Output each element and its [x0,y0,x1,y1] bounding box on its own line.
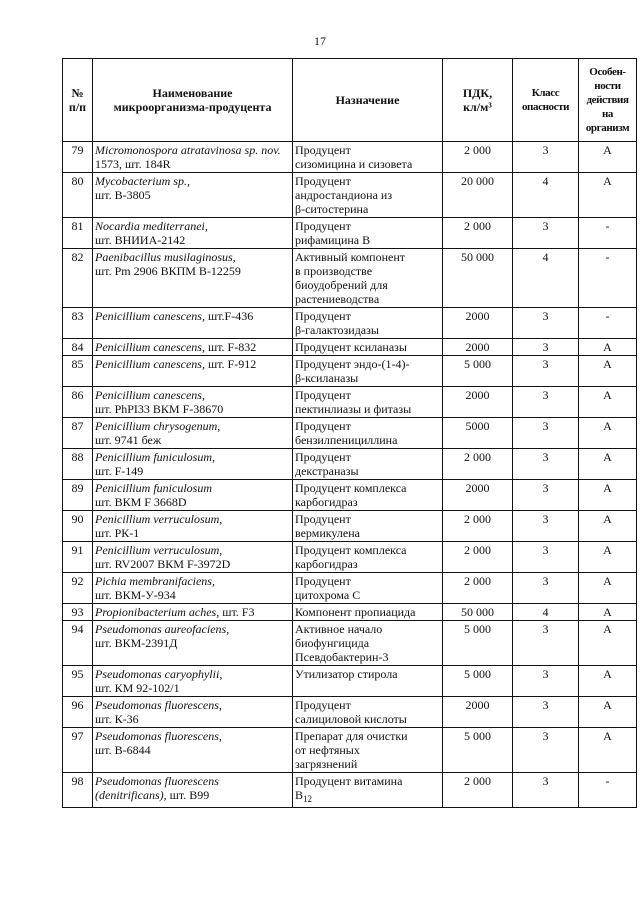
microorganism-name [93,142,293,173]
purpose-line: Продуцент [295,143,351,157]
feature-value: А [579,542,637,573]
strain-label: шт. К-36 [95,712,139,726]
purpose-line: Продуцент [295,174,351,188]
purpose-line: Продуцент [295,512,351,526]
pdk-value: 2 000 [443,573,513,604]
row-number: 84 [63,339,93,356]
microorganism-name [93,418,293,449]
purpose-cell [293,356,443,387]
purpose-line: β-ксиланазы [295,371,359,385]
danger-class-value: 3 [513,511,579,542]
purpose-line: Активное начало [295,622,383,636]
purpose-line: Препарат для очистки [295,729,408,743]
strain-label: шт. В99 [166,788,210,802]
row-number: 90 [63,511,93,542]
header-pdk: ПДК, кл/м³ [443,59,513,142]
strain-label: 1573, шт. 184R [95,157,171,171]
table-row [63,142,637,173]
row-number: 85 [63,356,93,387]
strain-label: шт. ВКМ-У-934 [95,588,176,602]
latin-name: Propionibacterium aches, [95,605,220,619]
latin-name: Penicillium funiculosum, [95,450,215,464]
feature-value: А [579,728,637,773]
table-row [63,418,637,449]
purpose-cell [293,339,443,356]
row-number: 87 [63,418,93,449]
purpose-line: Активный компонент [295,250,405,264]
latin-name: Pseudomonas fluorescens, [95,729,222,743]
feature-value: А [579,173,637,218]
purpose-cell [293,218,443,249]
pdk-value: 5000 [443,418,513,449]
row-number: 93 [63,604,93,621]
purpose-line: растениеводства [295,292,380,306]
latin-name: Penicillium verruculosum, [95,543,223,557]
table-row [63,449,637,480]
purpose-line: загрязнений [295,757,358,771]
latin-name: Pseudomonas aureofaciens, [95,622,230,636]
feature-value: А [579,697,637,728]
danger-class-value: 3 [513,218,579,249]
danger-class-value: 3 [513,728,579,773]
table-row [63,773,637,808]
strain-label: шт. ВКМ F 3668D [95,495,187,509]
pdk-value: 5 000 [443,621,513,666]
latin-name: Pseudomonas fluorescens [95,774,219,788]
table-row [63,356,637,387]
feature-value: - [579,308,637,339]
pdk-value: 5 000 [443,356,513,387]
microorganism-name [93,356,293,387]
microorganism-name [93,511,293,542]
purpose-cell [293,480,443,511]
pdk-value: 2000 [443,697,513,728]
purpose-cell [293,173,443,218]
pdk-value: 2 000 [443,542,513,573]
danger-class-value: 3 [513,387,579,418]
microorganism-name [93,666,293,697]
pdk-value: 2 000 [443,218,513,249]
purpose-line: карбогидраз [295,557,358,571]
table-row [63,573,637,604]
feature-value: А [579,621,637,666]
latin-name: Penicillium verruculosum, [95,512,223,526]
latin-name: Pichia membranifaciens, [95,574,215,588]
table-row [63,511,637,542]
strain-label: шт. F-912 [204,357,257,371]
danger-class-value: 4 [513,249,579,308]
table-row [63,249,637,308]
row-number: 94 [63,621,93,666]
microorganism-name [93,621,293,666]
purpose-line: андростандиона из [295,188,393,202]
table-row [63,308,637,339]
purpose-line: Компонент пропиацида [295,605,416,619]
latin-name: Penicillium chrysogenum, [95,419,221,433]
feature-value: - [579,218,637,249]
danger-class-value: 3 [513,666,579,697]
feature-value: А [579,480,637,511]
strain-label: шт. F-832 [204,340,257,354]
purpose-line: Псевдобактерин-3 [295,650,389,664]
strain-label: шт. ВКМ-2391Д [95,636,178,650]
danger-class-value: 3 [513,449,579,480]
danger-class-value: 3 [513,339,579,356]
purpose-line: карбогидраз [295,495,358,509]
latin-name: Penicillium canescens, [95,357,205,371]
row-number: 82 [63,249,93,308]
header-purpose: Назначение [293,59,443,142]
feature-value: А [579,418,637,449]
microorganism-table [62,58,637,808]
pdk-value: 50 000 [443,604,513,621]
strain-label: шт. РК-1 [95,526,140,540]
purpose-line: Продуцент [295,219,351,233]
latin-name: Nocardia mediterranei, [95,219,208,233]
danger-class-value: 3 [513,142,579,173]
header-features: Особен- ности действия на организм [579,59,637,142]
row-number: 92 [63,573,93,604]
strain-label: шт. F3 [219,605,255,619]
table-row [63,666,637,697]
page-number: 17 [314,34,326,48]
purpose-line: биоудобрений для [295,278,388,292]
feature-value: А [579,449,637,480]
purpose-line: Продуцент эндо-(1-4)- [295,357,410,371]
feature-value: А [579,356,637,387]
latin-name: Penicillium canescens, [95,309,205,323]
strain-label: шт.F-436 [204,309,254,323]
strain-label: (denitrificans), [95,788,167,802]
purpose-cell [293,666,443,697]
microorganism-name [93,542,293,573]
strain-label: шт. КМ 92-102/1 [95,681,180,695]
header-num: № п/п [63,59,93,142]
table-row [63,621,637,666]
purpose-line: Продуцент [295,698,351,712]
purpose-cell [293,573,443,604]
purpose-cell [293,542,443,573]
pdk-value: 5 000 [443,728,513,773]
purpose-line: Продуцент [295,450,351,464]
row-number: 96 [63,697,93,728]
microorganism-name [93,387,293,418]
pdk-value: 2000 [443,480,513,511]
microorganism-name [93,308,293,339]
table-header-row [63,59,637,142]
strain-label: шт. 9741 беж [95,433,162,447]
microorganism-name [93,449,293,480]
purpose-cell [293,418,443,449]
latin-name: Mycobacterium sp., [95,174,190,188]
pdk-value: 2000 [443,387,513,418]
purpose-line: в производстве [295,264,373,278]
header-name: Наименование микроорганизма-продуцента [93,59,293,142]
feature-value: А [579,511,637,542]
microorganism-name [93,339,293,356]
header-danger-class: Класс опасности [513,59,579,142]
purpose-line: Продуцент комплекса [295,481,407,495]
row-number: 79 [63,142,93,173]
purpose-cell [293,249,443,308]
latin-name: Penicillium canescens, [95,388,205,402]
row-number: 86 [63,387,93,418]
table-body [63,142,637,808]
table-row [63,480,637,511]
strain-label: шт. В-6844 [95,743,151,757]
danger-class-value: 3 [513,356,579,387]
danger-class-value: 3 [513,418,579,449]
latin-name: Micromonospora atratavinosa sp. nov. [95,143,281,157]
purpose-line: Продуцент комплекса [295,543,407,557]
purpose-line: пектинлиазы и фитазы [295,402,412,416]
purpose-line: Продуцент [295,574,351,588]
feature-value: - [579,249,637,308]
purpose-line: рифамицина В [295,233,371,247]
microorganism-name [93,728,293,773]
row-number: 98 [63,773,93,808]
purpose-cell [293,387,443,418]
microorganism-name [93,773,293,808]
table-row [63,173,637,218]
danger-class-value: 3 [513,480,579,511]
latin-name: Penicillium canescens, [95,340,205,354]
row-number: 97 [63,728,93,773]
strain-label: шт. PhPI33 ВКМ F-38670 [95,402,224,416]
latin-name: Paenibacillus musilaginosus, [95,250,236,264]
pdk-value: 5 000 [443,666,513,697]
purpose-line: декстраназы [295,464,359,478]
danger-class-value: 3 [513,773,579,808]
row-number: 81 [63,218,93,249]
danger-class-value: 4 [513,604,579,621]
purpose-line: β-ситостерина [295,202,369,216]
purpose-cell [293,511,443,542]
pdk-value: 2 000 [443,449,513,480]
table-row [63,387,637,418]
purpose-line: бензилпенициллина [295,433,398,447]
purpose-line: β-галактозидазы [295,323,379,337]
row-number: 88 [63,449,93,480]
row-number: 89 [63,480,93,511]
purpose-line: от нефтяных [295,743,360,757]
microorganism-name [93,697,293,728]
microorganism-name [93,218,293,249]
feature-value: А [579,142,637,173]
row-number: 80 [63,173,93,218]
purpose-cell [293,308,443,339]
danger-class-value: 3 [513,573,579,604]
danger-class-value: 3 [513,542,579,573]
purpose-cell [293,697,443,728]
table-row [63,604,637,621]
purpose-line: Продуцент [295,309,351,323]
purpose-line: цитохрома С [295,588,361,602]
microorganism-name [93,480,293,511]
danger-class-value: 3 [513,697,579,728]
microorganism-name [93,173,293,218]
strain-label: шт. Pm 2906 ВКПМ В-12259 [95,264,241,278]
purpose-line: биофунгицида [295,636,370,650]
strain-label: шт. RV2007 ВКМ F-3972D [95,557,231,571]
purpose-cell [293,773,443,808]
danger-class-value: 4 [513,173,579,218]
purpose-line: Продуцент витамина [295,774,403,788]
purpose-line: Продуцент [295,388,351,402]
pdk-value: 2000 [443,339,513,356]
table-row [63,697,637,728]
latin-name: Pseudomonas caryophylii, [95,667,223,681]
purpose-cell [293,449,443,480]
feature-value: А [579,666,637,697]
purpose-line: $В_{12}$ [295,788,313,804]
feature-value: А [579,604,637,621]
microorganism-name [93,573,293,604]
feature-value: - [579,773,637,808]
danger-class-value: 3 [513,308,579,339]
purpose-line: Продуцент [295,419,351,433]
purpose-line: Утилизатор стирола [295,667,398,681]
row-number: 83 [63,308,93,339]
strain-label: шт. F-149 [95,464,144,478]
latin-name: Pseudomonas fluorescens, [95,698,222,712]
pdk-value: 2 000 [443,773,513,808]
feature-value: А [579,339,637,356]
feature-value: А [579,573,637,604]
danger-class-value: 3 [513,621,579,666]
row-number: 95 [63,666,93,697]
purpose-line: салициловой кислоты [295,712,407,726]
table-row [63,542,637,573]
pdk-value: 50 000 [443,249,513,308]
microorganism-name [93,604,293,621]
purpose-cell [293,728,443,773]
purpose-line: сизомицина и сизовета [295,157,413,171]
pdk-value: 2000 [443,308,513,339]
purpose-cell [293,142,443,173]
microorganism-name [93,249,293,308]
strain-label: шт. ВНИИА-2142 [95,233,186,247]
row-number: 91 [63,542,93,573]
table-row [63,728,637,773]
latin-name: Penicillium funiculosum [95,481,212,495]
pdk-value: 2 000 [443,142,513,173]
purpose-cell [293,621,443,666]
pdk-value: 20 000 [443,173,513,218]
pdk-value: 2 000 [443,511,513,542]
feature-value: А [579,387,637,418]
strain-label: шт. В-3805 [95,188,151,202]
table-row [63,218,637,249]
purpose-line: вермикулена [295,526,360,540]
purpose-cell [293,604,443,621]
purpose-line: Продуцент ксиланазы [295,340,407,354]
table-row [63,339,637,356]
